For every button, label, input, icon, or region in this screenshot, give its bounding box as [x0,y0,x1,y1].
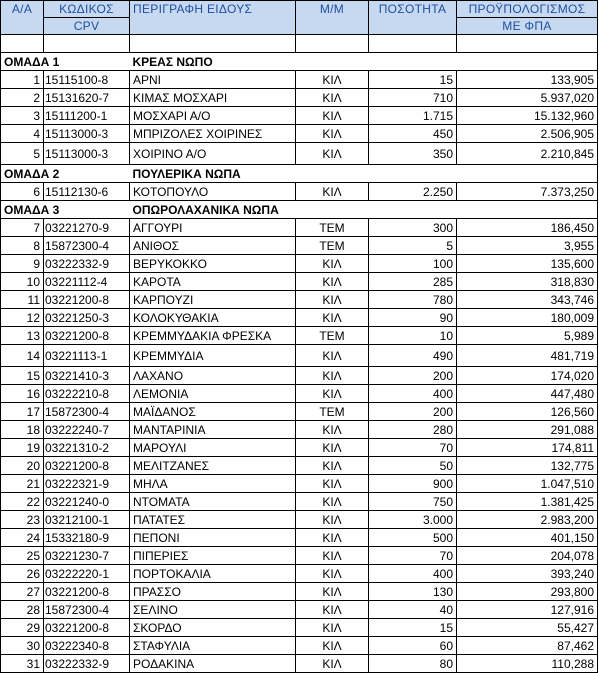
item-description: ΠΙΠΕΡΙΕΣ [130,547,296,565]
unit-of-measure: ΚΙΛ [296,71,369,89]
unit-of-measure: ΤΕΜ [296,237,369,255]
table-row [1,345,598,367]
table-row [1,183,598,201]
unit-of-measure: ΚΙΛ [296,475,369,493]
budget-amount: 293,800 [457,583,598,601]
unit-of-measure: ΚΙΛ [296,255,369,273]
cpv-code: 03221200-8 [44,291,130,309]
quantity: 200 [369,403,457,421]
quantity: 400 [369,385,457,403]
table-row [1,367,598,385]
unit-of-measure: ΚΙΛ [296,637,369,655]
header-description: ΠΕΡΙΓΡΑΦΗ ΕΙΔΟΥΣ [130,1,296,35]
item-description: ΚΑΡΠΟΥΖΙ [130,291,296,309]
cpv-code: 15872300-4 [44,601,130,619]
cpv-code: 03222240-7 [44,421,130,439]
row-number: 28 [1,601,44,619]
table-row [1,71,598,89]
unit-of-measure: ΚΙΛ [296,309,369,327]
row-number: 3 [1,107,44,125]
item-description: ΣΕΛΙΝΟ [130,601,296,619]
unit-of-measure: ΚΙΛ [296,345,369,367]
budget-amount: 1.381,425 [457,493,598,511]
budget-amount: 2.506,905 [457,125,598,143]
table-row [1,439,598,457]
header-row-top [1,1,598,18]
unit-of-measure: ΚΙΛ [296,565,369,583]
cpv-code: 15872300-4 [44,403,130,421]
budget-amount: 204,078 [457,547,598,565]
cpv-code: 15115100-8 [44,71,130,89]
item-description: ΜΑΡΟΥΛΙ [130,439,296,457]
unit-of-measure: ΤΕΜ [296,327,369,345]
quantity: 450 [369,125,457,143]
cpv-code: 03221310-2 [44,439,130,457]
budget-amount: 318,830 [457,273,598,291]
cpv-code: 03221200-8 [44,457,130,475]
group-title: ΚΡΕΑΣ ΝΩΠΟ [130,53,598,71]
group-title: ΠΟΥΛΕΡΙΚΑ ΝΩΠΑ [130,165,598,183]
header-aa: Α/Α [1,1,44,35]
table-row [1,107,598,125]
row-number: 12 [1,309,44,327]
quantity: 70 [369,439,457,457]
budget-amount: 393,240 [457,565,598,583]
budget-amount: 2.983,200 [457,511,598,529]
table-row [1,125,598,143]
group-header-row [1,201,598,219]
unit-of-measure: ΚΙΛ [296,601,369,619]
quantity: 710 [369,89,457,107]
budget-amount: 174,811 [457,439,598,457]
unit-of-measure: ΚΙΛ [296,457,369,475]
table-row [1,547,598,565]
cpv-code: 03221250-3 [44,309,130,327]
budget-amount: 55,427 [457,619,598,637]
table-row [1,403,598,421]
item-description: ΚΡΕΜΜΥΔΙΑ [130,345,296,367]
budget-amount: 5,989 [457,327,598,345]
unit-of-measure: ΚΙΛ [296,143,369,165]
header-quantity: ΠΟΣΟΤΗΤΑ [369,1,457,35]
row-number: 15 [1,367,44,385]
cpv-code: 15872300-4 [44,237,130,255]
unit-of-measure: ΚΙΛ [296,583,369,601]
row-number: 31 [1,655,44,673]
row-number: 1 [1,71,44,89]
item-description: ΜΠΡΙΖΟΛΕΣ ΧΟΙΡΙΝΕΣ [130,125,296,143]
row-number: 11 [1,291,44,309]
unit-of-measure: ΚΙΛ [296,107,369,125]
cpv-code: 03222340-8 [44,637,130,655]
budget-amount: 186,450 [457,219,598,237]
budget-amount: 180,009 [457,309,598,327]
row-number: 30 [1,637,44,655]
budget-amount: 132,775 [457,457,598,475]
budget-amount: 126,560 [457,403,598,421]
cpv-code: 03221240-0 [44,493,130,511]
quantity: 500 [369,529,457,547]
row-number: 9 [1,255,44,273]
unit-of-measure: ΤΕΜ [296,403,369,421]
unit-of-measure: ΚΙΛ [296,439,369,457]
cpv-code: 15112130-6 [44,183,130,201]
unit-of-measure: ΚΙΛ [296,273,369,291]
unit-of-measure: ΚΙΛ [296,655,369,673]
table-row [1,273,598,291]
budget-amount: 5.937,020 [457,89,598,107]
header-code-cpv: CPV [44,18,130,35]
row-number: 14 [1,345,44,367]
header-code: ΚΩΔΙΚΟΣ [44,1,130,18]
row-number: 7 [1,219,44,237]
unit-of-measure: ΚΙΛ [296,291,369,309]
budget-amount: 15.132,960 [457,107,598,125]
row-number: 16 [1,385,44,403]
table-row [1,143,598,165]
budget-amount: 110,288 [457,655,598,673]
row-number: 6 [1,183,44,201]
item-description: ΜΕΛΙΤΖΑΝΕΣ [130,457,296,475]
unit-of-measure: ΚΙΛ [296,529,369,547]
header-budget-vat: ΜΕ ΦΠΑ [457,18,598,35]
unit-of-measure: ΚΙΛ [296,367,369,385]
row-number: 27 [1,583,44,601]
quantity: 200 [369,367,457,385]
row-number: 23 [1,511,44,529]
quantity: 280 [369,421,457,439]
table-row [1,511,598,529]
budget-amount: 7.373,250 [457,183,598,201]
quantity: 300 [369,219,457,237]
budget-amount: 135,600 [457,255,598,273]
item-description: ΜΑΝΤΑΡΙΝΙΑ [130,421,296,439]
table-row [1,89,598,107]
table-row [1,421,598,439]
quantity: 400 [369,565,457,583]
table-row [1,291,598,309]
unit-of-measure: ΤΕΜ [296,219,369,237]
row-number: 8 [1,237,44,255]
row-number: 21 [1,475,44,493]
cpv-code: 03221230-7 [44,547,130,565]
unit-of-measure: ΚΙΛ [296,385,369,403]
budget-amount: 133,905 [457,71,598,89]
table-row [1,583,598,601]
unit-of-measure: ΚΙΛ [296,619,369,637]
budget-amount: 87,462 [457,637,598,655]
row-number: 25 [1,547,44,565]
quantity: 10 [369,327,457,345]
quantity: 1.715 [369,107,457,125]
quantity: 15 [369,71,457,89]
budget-amount: 401,150 [457,529,598,547]
cpv-code: 03221200-8 [44,327,130,345]
budget-amount: 343,746 [457,291,598,309]
cpv-code: 15332180-9 [44,529,130,547]
cpv-code: 03221200-8 [44,583,130,601]
table-body [1,1,598,673]
quantity: 100 [369,255,457,273]
quantity: 50 [369,457,457,475]
table-row [1,219,598,237]
cpv-code: 15111200-1 [44,107,130,125]
item-description: ΑΝΙΘΟΣ [130,237,296,255]
item-description: ΜΟΣΧΑΡΙ Α/Ο [130,107,296,125]
cpv-code: 15131620-7 [44,89,130,107]
item-description: ΒΕΡΥΚΟΚΚΟ [130,255,296,273]
unit-of-measure: ΚΙΛ [296,511,369,529]
cpv-code: 03221113-1 [44,345,130,367]
cpv-code: 03222332-9 [44,655,130,673]
item-description: ΚΟΛΟΚΥΘΑΚΙΑ [130,309,296,327]
table-row [1,655,598,673]
quantity: 5 [369,237,457,255]
group-label: ΟΜΑΔΑ 1 [1,53,130,71]
item-description: ΚΡΕΜΜΥΔΑΚΙΑ ΦΡΕΣΚΑ [130,327,296,345]
item-description: ΚΙΜΑΣ ΜΟΣΧΑΡΙ [130,89,296,107]
quantity: 350 [369,143,457,165]
row-number: 5 [1,143,44,165]
item-description: ΛΕΜΟΝΙΑ [130,385,296,403]
row-number: 29 [1,619,44,637]
budget-amount: 447,480 [457,385,598,403]
quantity: 15 [369,619,457,637]
cpv-code: 03221200-8 [44,619,130,637]
cpv-code: 03222210-8 [44,385,130,403]
budget-amount: 174,020 [457,367,598,385]
row-number: 13 [1,327,44,345]
row-number: 2 [1,89,44,107]
group-title: ΟΠΩΡΟΛΑΧΑΝΙΚΑ ΝΩΠΑ [130,201,598,219]
item-description: ΜΗΛΑ [130,475,296,493]
cpv-code: 03222220-1 [44,565,130,583]
item-description: ΣΚΟΡΔΟ [130,619,296,637]
row-number: 20 [1,457,44,475]
budget-amount: 127,916 [457,601,598,619]
quantity: 285 [369,273,457,291]
table-row [1,601,598,619]
cpv-code: 03212100-1 [44,511,130,529]
header-budget: ΠΡΟΫΠΟΛΟΓΙΣΜΟΣ [457,1,598,18]
item-description: ΠΕΠΟΝΙ [130,529,296,547]
table-row [1,385,598,403]
budget-amount: 481,719 [457,345,598,367]
cpv-code: 03221410-3 [44,367,130,385]
group-label: ΟΜΑΔΑ 3 [1,201,130,219]
quantity: 3.000 [369,511,457,529]
quantity: 80 [369,655,457,673]
budget-amount: 1.047,510 [457,475,598,493]
table-row [1,237,598,255]
quantity: 2.250 [369,183,457,201]
table-row [1,255,598,273]
unit-of-measure: ΚΙΛ [296,493,369,511]
quantity: 490 [369,345,457,367]
item-description: ΑΡΝΙ [130,71,296,89]
cpv-code: 03222332-9 [44,255,130,273]
cpv-code: 15113000-3 [44,143,130,165]
cpv-code: 03221112-4 [44,273,130,291]
row-number: 10 [1,273,44,291]
row-number: 18 [1,421,44,439]
budget-amount: 3,955 [457,237,598,255]
table-row [1,457,598,475]
item-description: ΧΟΙΡΙΝΟ Α/Ο [130,143,296,165]
cpv-code: 15113000-3 [44,125,130,143]
unit-of-measure: ΚΙΛ [296,89,369,107]
item-description: ΛΑΧΑΝΟ [130,367,296,385]
row-number: 17 [1,403,44,421]
item-description: ΚΟΤΟΠΟΥΛΟ [130,183,296,201]
unit-of-measure: ΚΙΛ [296,421,369,439]
group-header-row [1,53,598,71]
group-label: ΟΜΑΔΑ 2 [1,165,130,183]
row-number: 24 [1,529,44,547]
table-row [1,565,598,583]
cpv-code: 03222321-9 [44,475,130,493]
cpv-code: 03221270-9 [44,219,130,237]
quantity: 60 [369,637,457,655]
item-description: ΠΡΑΣΣΟ [130,583,296,601]
unit-of-measure: ΚΙΛ [296,547,369,565]
table-row [1,327,598,345]
quantity: 900 [369,475,457,493]
item-description: ΠΑΤΑΤΕΣ [130,511,296,529]
item-description: ΑΓΓΟΥΡΙ [130,219,296,237]
table-row [1,309,598,327]
unit-of-measure: ΚΙΛ [296,183,369,201]
table-row [1,475,598,493]
spacer-row [1,35,598,53]
item-description: ΠΟΡΤΟΚΑΛΙΑ [130,565,296,583]
quantity: 780 [369,291,457,309]
header-unit: Μ/Μ [296,1,369,35]
row-number: 19 [1,439,44,457]
table-row [1,637,598,655]
unit-of-measure: ΚΙΛ [296,125,369,143]
quantity: 750 [369,493,457,511]
item-description: ΣΤΑΦΥΛΙΑ [130,637,296,655]
row-number: 22 [1,493,44,511]
quantity: 40 [369,601,457,619]
budget-amount: 2.210,845 [457,143,598,165]
item-description: ΚΑΡΟΤΑ [130,273,296,291]
quantity: 90 [369,309,457,327]
table-row [1,619,598,637]
table-row [1,529,598,547]
budget-amount: 291,088 [457,421,598,439]
quantity: 70 [369,547,457,565]
table-row [1,493,598,511]
item-description: ΜΑΪΔΑΝΟΣ [130,403,296,421]
item-description: ΝΤΟΜΑΤΑ [130,493,296,511]
item-description: ΡΟΔΑΚΙΝΑ [130,655,296,673]
row-number: 26 [1,565,44,583]
row-number: 4 [1,125,44,143]
group-header-row [1,165,598,183]
quantity: 130 [369,583,457,601]
